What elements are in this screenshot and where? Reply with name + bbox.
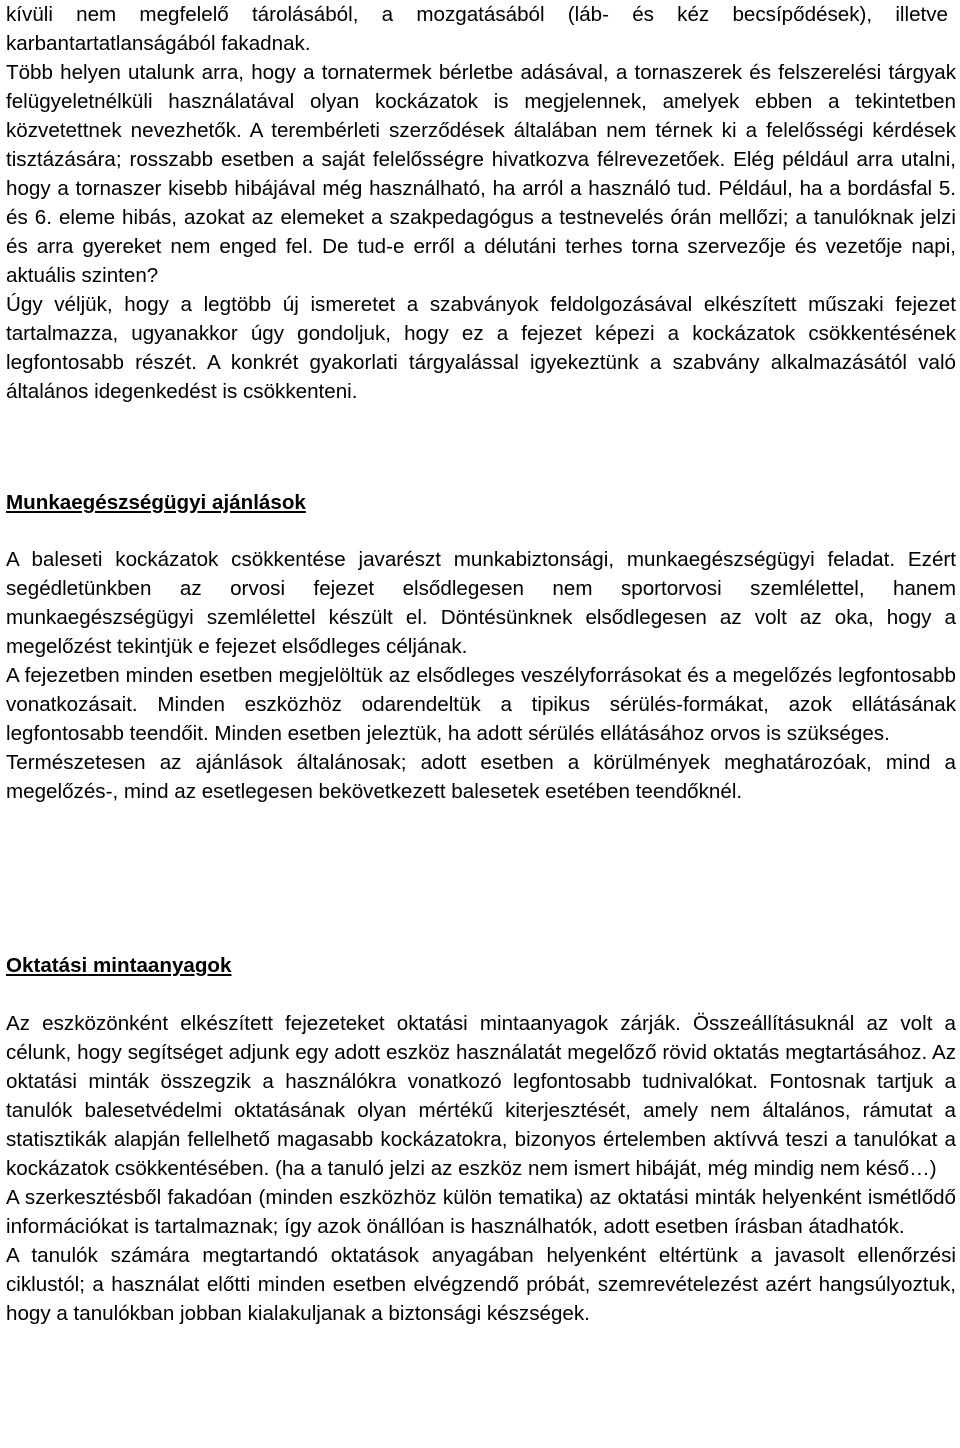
oktatasi-section [6, 1009, 956, 1328]
intro-section [6, 0, 956, 406]
section-heading-munkaegeszsegugyi: Munkaegészségügyi ajánlások [6, 491, 306, 514]
paragraph: Több helyen utalunk arra, hogy a tornatermek bérletbe adásával, a tornaszerek és felszerelési tárgyak felügyeletnélküli használatával olyan kockázatok is megjelennek, amelyek ebben a tekintetben közvetettnek nevezhetők. A terembérleti szerződések általában nem térnek ki a felelősségi kérdések tisztázására; rosszabb esetben a saját felelősségre hivatkozva félrevezetőek. Elég például arra utalni, hogy a tornaszer kisebb hibájával még használható, ha arról a használó tud. Például, ha a bordásfal 5. és 6. eleme hibás, azokat az elemeket a szakpedagógus a testnevelés órán mellőzi; a tanulóknak jelzi és arra gyereket nem enged fel. De tud-e erről a délutáni terhes torna szervezője és vezetője napi, aktuális szinten? [6, 61, 956, 287]
paragraph: kívüli nem megfelelő tárolásából, a mozgatásából (láb- és kéz becsípődések), illetve karbantartatlanságából fakadnak. [6, 3, 948, 55]
paragraph: A szerkesztésből fakadóan (minden eszközhöz külön tematika) az oktatási minták helyenként ismétlődő információkat is tartalmaznak; így azok önállóan is használhatók, adott esetben írásban átadhatók. [6, 1186, 956, 1238]
section-heading-oktatasi: Oktatási mintaanyagok [6, 954, 232, 977]
munkaegeszsegugyi-section [6, 545, 956, 806]
paragraph: Úgy véljük, hogy a legtöbb új ismeretet a szabványok feldolgozásával elkészített műszaki fejezet tartalmazza, ugyanakkor úgy gondoljuk, hogy ez a fejezet képezi a kockázatok csökkentésének legfontosabb részét. A konkrét gyakorlati tárgyalással igyekeztünk a szabvány alkalmazásától való általános idegenkedést is csökkenteni. [6, 293, 956, 403]
paragraph: Természetesen az ajánlások általánosak; adott esetben a körülmények meghatározóak, mind a megelőzés-, mind az esetlegesen bekövetkezett balesetek esetében teendőknél. [6, 751, 956, 803]
paragraph: A tanulók számára megtartandó oktatások anyagában helyenként eltértünk a javasolt ellenőrzési ciklustól; a használat előtti minden esetben elvégzendő próbát, szemrevételezést azért hangsúlyoztuk, hogy a tanulókban jobban kialakuljanak a biztonsági készségek. [6, 1244, 956, 1325]
paragraph: A fejezetben minden esetben megjelöltük az elsődleges veszélyforrásokat és a megelőzés legfontosabb vonatkozásait. Minden eszközhöz odarendeltük a tipikus sérülés-formákat, azok ellátásának legfontosabb teendőit. Minden esetben jeleztük, ha adott sérülés ellátásához orvos is szükséges. [6, 664, 956, 745]
paragraph: A baleseti kockázatok csökkentése javarészt munkabiztonsági, munkaegészségügyi feladat. Ezért segédletünkben az orvosi fejezet elsődlegesen nem sportorvosi szemlélettel, hanem munkaegészségügyi szemlélettel készült el. Döntésünknek elsődlegesen az volt az oka, hogy a megelőzést tekintjük e fejezet elsődleges céljának. [6, 548, 956, 658]
paragraph: Az eszközönként elkészített fejezeteket oktatási mintaanyagok zárják. Összeállításuknál az volt a célunk, hogy segítséget adjunk egy adott eszköz használatát megelőző rövid oktatás megtartásához. Az oktatási minták összegzik a használókra vonatkozó legfontosabb tudnivalókat. Fontosnak tartjuk a tanulók balesetvédelmi oktatásának olyan mértékű kiterjesztését, amely nem általános, rámutat a statisztikák alapján fellelhető magasabb kockázatokra, bizonyos értelemben aktívvá teszi a tanulókat a kockázatok csökkentésében. (ha a tanuló jelzi az eszköz nem ismert hibáját, még mindig nem késő…) [6, 1012, 956, 1180]
